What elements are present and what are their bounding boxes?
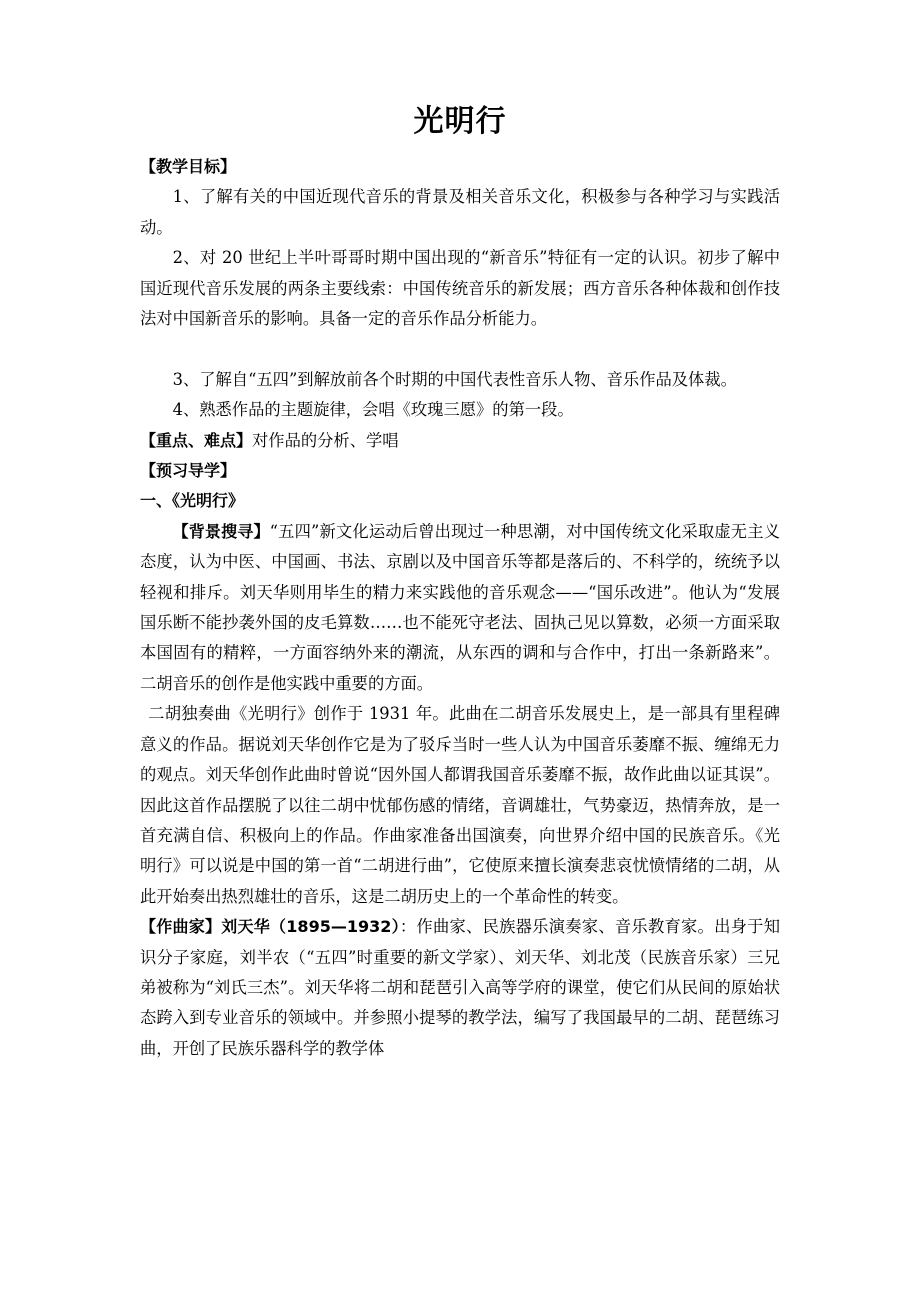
key-points-line	[140, 426, 780, 456]
objective-item-2: 2、对 20 世纪上半叶哥哥时期中国出现的“新音乐”特征有一定的认识。初步了解中国近现代音乐发展的两条主要线索：中国传统音乐的新发展；西方音乐各种体裁和创作技法对中国新音乐的影响。具备一定的音乐作品分析能力。	[140, 248, 780, 329]
section1-heading: 一、《光明行》	[140, 491, 245, 511]
objective-item-1: 1、了解有关的中国近现代音乐的背景及相关音乐文化，积极参与各种学习与实践活动。	[140, 187, 780, 237]
blank-line	[140, 334, 780, 364]
composer-text: ：作曲家、民族器乐演奏家、音乐教育家。出身于知识分子家庭，刘半农（“五四”时重要的新文学家）、刘天华、刘北茂（民族音乐家）三兄弟被称为“刘氏三杰”。刘天华将二胡和琵琶引入高等学府的课堂，使它们从民间的原始状态跨入到专业音乐的领域中。并参照小提琴的教学法，编写了我国最早的二胡、琵琶练习曲，开创了民族乐器科学的教学体	[140, 917, 780, 1058]
background-text: “五四”新文化运动后曾出现过一种思潮，对中国传统文化采取虚无主义态度，认为中医、中国画、书法、京剧以及中国音乐等都是落后的、不科学的，统统予以轻视和排斥。刘天华则用毕生的精力来实践他的音乐观念——“国乐改进”。他认为“发展国乐断不能抄袭外国的皮毛算数……也不能死守老法、固执己见以算数，必须一方面采取本国固有的精粹，一方面容纳外来的潮流，从东西的调和与合作中，打出一条新路来”。二胡音乐的创作是他实践中重要的方面。	[140, 521, 780, 693]
composer-name: 刘天华（1895—1932）	[221, 917, 400, 937]
key-points-label: 【重点、难点】	[140, 430, 253, 450]
document-page	[140, 100, 780, 1064]
background-label: 【背景搜寻】	[172, 521, 270, 541]
piece-paragraph: 二胡独奏曲《光明行》创作于 1931 年。此曲在二胡音乐发展史上，是一部具有里程碑意义的作品。据说刘天华创作它是为了驳斥当时一些人认为中国音乐萎靡不振、缠绵无力的观点。刘天华创作此曲时曾说“因外国人都谓我国音乐萎靡不振，故作此曲以证其误”。因此这首作品摆脱了以往二胡中忧郁伤感的情绪，音调雄壮，气势豪迈，热情奔放，是一首充满自信、积极向上的作品。作曲家准备出国演奏，向世界介绍中国的民族音乐。《光明行》可以说是中国的第一首“二胡进行曲”，它使原来擅长演奏悲哀忧愤情绪的二胡，从此开始奏出热烈雄壮的音乐，这是二胡历史上的一个革命性的转变。	[140, 704, 780, 906]
composer-paragraph	[140, 912, 780, 1064]
preview-heading: 【预习导学】	[140, 461, 237, 481]
objectives-heading: 【教学目标】	[140, 157, 237, 176]
key-points-text: 对作品的分析、学唱	[252, 430, 399, 450]
objective-item-4: 4、熟悉作品的主题旋律，会唱《玫瑰三愿》的第一段。	[172, 400, 574, 420]
composer-label: 【作曲家】	[140, 917, 222, 937]
background-paragraph	[140, 517, 780, 699]
objective-item-3: 3、了解自“五四”到解放前各个时期的中国代表性音乐人物、音乐作品及体裁。	[172, 369, 737, 389]
document-title: 光明行	[413, 104, 507, 139]
